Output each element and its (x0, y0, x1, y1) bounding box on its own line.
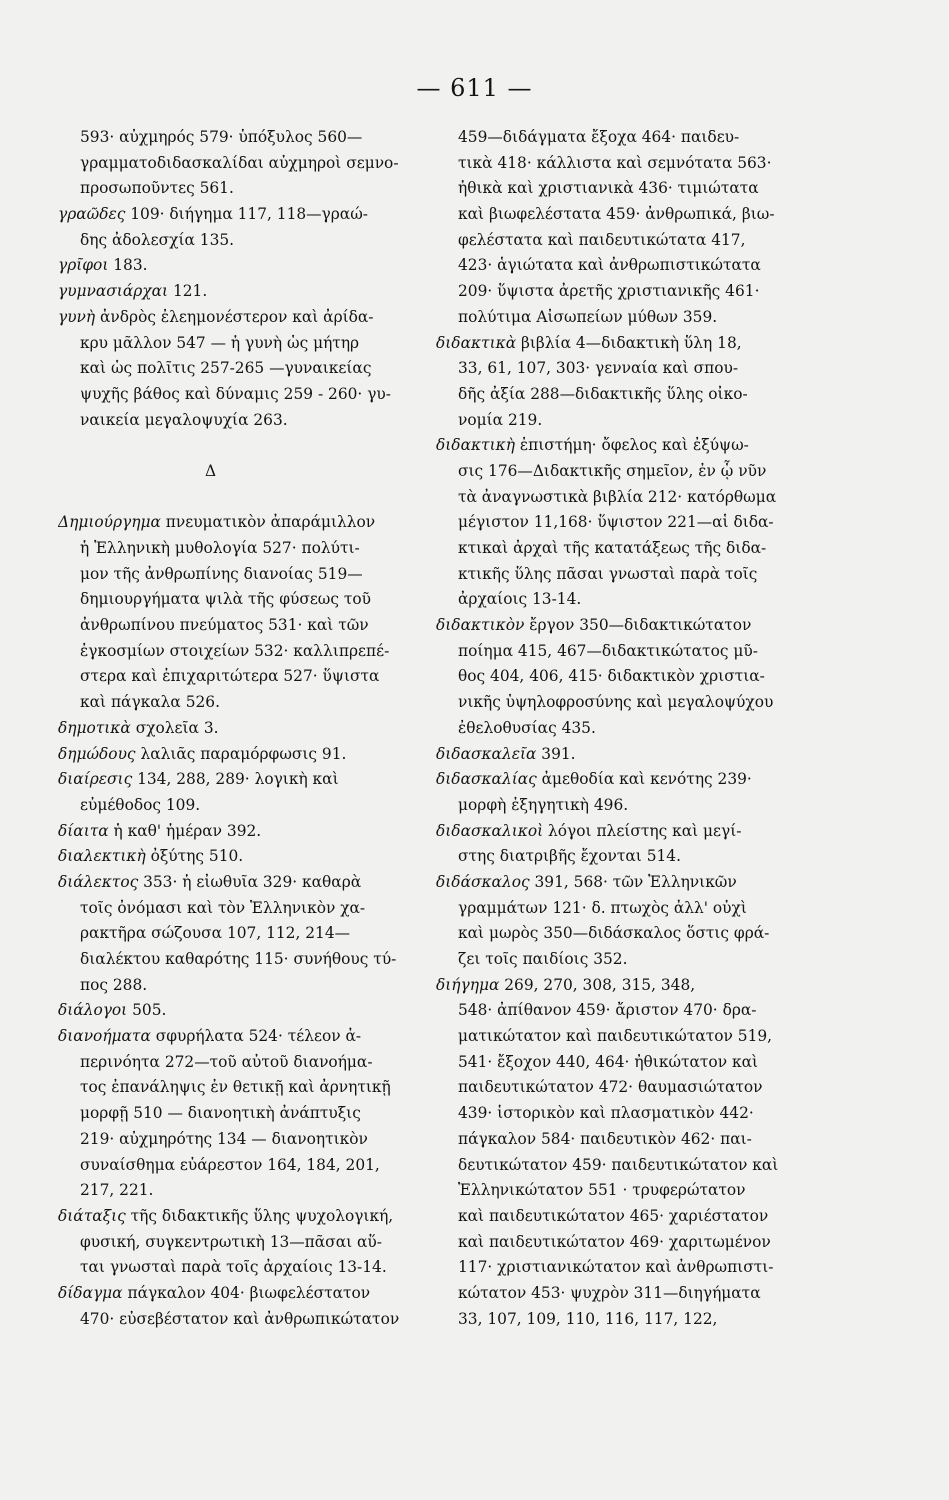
headword: διάλογοι (58, 1001, 128, 1020)
text-line (58, 664, 403, 690)
text-line (436, 896, 781, 922)
text-line (58, 1153, 403, 1179)
index-entry (58, 767, 403, 793)
line-text: ψυχῆς βάθος καὶ δύναμις 259 - 260· γυ- (80, 384, 391, 403)
headword: γρῖφοι (58, 256, 109, 275)
line-text: 134, 288, 289· λογικὴ καὶ (132, 770, 339, 789)
text-line (436, 639, 781, 665)
text-line (436, 305, 781, 331)
index-entry (436, 613, 781, 639)
line-text: ται γνωσταὶ παρὰ τοῖς ἀρχαίοις 13-14. (80, 1258, 387, 1277)
line-text: ρακτῆρα σώζουσα 107, 112, 214— (80, 924, 351, 943)
line-text: στης διατριβῆς ἔχονται 514. (458, 847, 681, 866)
text-line (436, 253, 781, 279)
text-line (436, 921, 781, 947)
text-line (436, 408, 781, 434)
index-entry (436, 870, 781, 896)
text-line (58, 1050, 403, 1076)
line-text: 470· εὐσεβέστατον καὶ ἀνθρωπικώτατον (80, 1309, 400, 1328)
text-line (58, 1075, 403, 1101)
line-text: 219· αὐχμηρότης 134 — διανοητικὸν (80, 1129, 368, 1148)
text-line (58, 536, 403, 562)
index-entry (58, 819, 403, 845)
line-text: κτικῆς ὕλης πᾶσαι γνωσταὶ παρὰ τοῖς (458, 564, 758, 583)
line-text: 209· ὕψιστα ἀρετῆς χριστιανικῆς 461· (458, 282, 760, 301)
text-line (436, 459, 781, 485)
text-line (58, 947, 403, 973)
headword: διαλεκτικὴ (58, 847, 146, 866)
text-line (58, 408, 403, 434)
text-line (58, 921, 403, 947)
line-text: 505. (127, 1001, 167, 1020)
index-entry (58, 844, 403, 870)
page-number: — 611 — (416, 74, 533, 102)
line-text: μέγιστον 11,168· ὕψιστον 221—αἱ διδα- (458, 513, 774, 532)
line-text: 121. (168, 282, 208, 301)
index-entry (58, 716, 403, 742)
text-line (436, 844, 781, 870)
right-column (436, 125, 781, 1332)
text-line (436, 1307, 781, 1333)
headword: διδακτικὴ (436, 436, 515, 455)
line-text: 183. (108, 256, 148, 275)
text-line (436, 947, 781, 973)
text-line (436, 562, 781, 588)
text-line (58, 382, 403, 408)
headword: διάταξις (58, 1206, 126, 1225)
text-line (58, 1178, 403, 1204)
index-entry (58, 998, 403, 1024)
line-text: προσωποῦντες 561. (80, 179, 234, 198)
text-line (58, 151, 403, 177)
headword: διανοήματα (58, 1027, 151, 1046)
line-text: κτικαὶ ἀρχαὶ τῆς κατατάξεως τῆς διδα- (458, 539, 767, 557)
line-text: νομία 219. (458, 410, 543, 429)
line-text: καὶ βιωφελέστατα 459· ἀνθρωπικά, βιω- (458, 205, 775, 224)
text-line (436, 356, 781, 382)
text-line (436, 587, 781, 613)
line-text: μορφὴ ἐξηγητικὴ 496. (458, 795, 629, 814)
line-text: δευτικώτατον 459· παιδευτικώτατον καὶ (458, 1155, 779, 1174)
text-line (58, 228, 403, 254)
index-entry (58, 305, 403, 331)
line-text: παιδευτικώτατον 472· θαυμασιώτατον (458, 1078, 763, 1097)
text-line (436, 1127, 781, 1153)
headword: γυμνασιάρχαι (58, 282, 169, 301)
line-text: φυσική, συγκεντρωτικὴ 13—πᾶσαι αὕ- (80, 1232, 382, 1251)
line-text: 353· ἡ εἰωθυῖα 329· καθαρὰ (138, 872, 362, 891)
line-text: πνευματικὸν ἀπαράμιλλον (160, 513, 376, 532)
line-text: ἔργον 350—διδακτικώτατον (524, 616, 752, 635)
line-text: 391. (536, 744, 576, 763)
text-line (58, 793, 403, 819)
text-line (58, 896, 403, 922)
text-line (58, 331, 403, 357)
index-entry (58, 1281, 403, 1307)
headword: διδασκαλίας (436, 770, 537, 789)
line-text: φελέστατα καὶ παιδευτικώτατα 417, (458, 230, 746, 249)
headword: διδασκαλεῖα (436, 744, 537, 763)
line-text: 423· ἁγιώτατα καὶ ἀνθρωπιστικώτατα (458, 256, 761, 275)
line-text: σις 176—Διδακτικῆς σημεῖον, ἐν ᾧ νῦν (458, 461, 767, 480)
line-text: ἐθελοθυσίας 435. (458, 718, 596, 737)
line-text: δης ἀδολεσχία 135. (80, 230, 235, 249)
left-column (58, 125, 403, 1332)
line-text: Δ (204, 461, 217, 480)
text-line (58, 639, 403, 665)
headword: γυνὴ (58, 307, 96, 326)
index-entry (436, 331, 781, 357)
index-entry (58, 253, 403, 279)
index-entry (58, 1024, 403, 1050)
line-text: 33, 107, 109, 110, 116, 117, 122, (458, 1309, 718, 1328)
line-text: εὐμέθοδος 109. (80, 795, 201, 814)
line-text: πάγκαλον 584· παιδευτικὸν 462· παι- (458, 1129, 752, 1148)
headword: διδακτικὰ (436, 333, 517, 352)
line-text: καὶ παιδευτικώτατον 465· χαριέστατον (458, 1206, 769, 1225)
headword: διδακτικὸν (436, 616, 525, 635)
text-line (58, 562, 403, 588)
line-text: διαλέκτου καθαρότης 115· συνήθους τύ- (80, 950, 397, 968)
line-text: πος 288. (80, 975, 148, 994)
line-text: 117· χριστιανικώτατον καὶ ἀνθρωπιστι- (458, 1258, 774, 1277)
text-line (436, 382, 781, 408)
line-text: 459—διδάγματα ἔξοχα 464· παιδευ- (458, 128, 740, 146)
index-entry (58, 510, 403, 536)
line-text: νικῆς ὑψηλοφροσύνης καὶ μεγαλοψύχου (458, 693, 774, 712)
line-text: περινόητα 272—τοῦ αὐτοῦ διανοήμα- (80, 1052, 373, 1071)
line-text: δημιουργήματα ψιλὰ τῆς φύσεως τοῦ (80, 590, 372, 609)
line-text: 217, 221. (80, 1181, 154, 1200)
index-entry (436, 819, 781, 845)
text-line (436, 1230, 781, 1256)
text-line (436, 1204, 781, 1230)
index-entry (58, 742, 403, 768)
line-text: τῆς διδακτικῆς ὕλης ψυχολογική, (125, 1206, 394, 1225)
index-entry (58, 202, 403, 228)
text-line (436, 690, 781, 716)
text-line (436, 998, 781, 1024)
text-line (436, 279, 781, 305)
text-line (58, 356, 403, 382)
line-text: ἐπιστήμη· ὄφελος καὶ ἐξύψω- (514, 436, 749, 455)
line-text: τοῖς ὀνόμασι καὶ τὸν Ἑλληνικὸν χα- (80, 898, 366, 917)
text-line (58, 125, 403, 151)
text-line (58, 176, 403, 202)
line-text: τικὰ 418· κάλλιστα καὶ σεμνότατα 563· (458, 153, 772, 172)
line-text: καὶ παιδευτικώτατον 469· χαριτωμένον (458, 1232, 771, 1251)
index-entry (436, 742, 781, 768)
line-text: τὰ ἀναγνωστικὰ βιβλία 212· κατόρθωμα (458, 487, 777, 506)
text-line (436, 228, 781, 254)
headword: διδάσκαλος (436, 872, 530, 891)
text-line (58, 1101, 403, 1127)
text-line (58, 1230, 403, 1256)
text-line (436, 1153, 781, 1179)
text-line (58, 973, 403, 999)
line-text: μορφῇ 510 — διανοητικὴ ἀνάπτυξις (80, 1104, 361, 1123)
headword: διάλεκτος (58, 872, 139, 891)
line-text: Ἑλληνικώτατον 551 · τρυφερώτατον (458, 1181, 746, 1200)
text-line (436, 1101, 781, 1127)
text-line (436, 716, 781, 742)
line-text: σχολεῖα 3. (130, 718, 219, 737)
index-entry (436, 767, 781, 793)
line-text: καὶ ὡς πολῖτις 257-265 —γυναικείας (80, 359, 372, 378)
line-text: 269, 270, 308, 315, 348, (499, 975, 696, 994)
line-text: 33, 61, 107, 303· γενναία καὶ σπου- (458, 359, 739, 378)
text-line (58, 587, 403, 613)
index-entry (58, 1204, 403, 1230)
headword: διδασκαλικοὶ (436, 821, 544, 840)
line-text: ἀνδρὸς ἐλεημονέστερον καὶ ἀρίδα- (95, 307, 374, 326)
line-text: ἐγκοσμίων στοιχείων 532· καλλιπρεπέ- (80, 641, 390, 660)
index-entry (436, 973, 781, 999)
line-text: μον τῆς ἀνθρωπίνης διανοίας 519— (80, 564, 363, 583)
line-text: γραμμάτων 121· δ. πτωχὸς ἀλλ' οὐχὶ (458, 898, 747, 917)
line-text: 593· αὐχμηρός 579· ὑπόξυλος 560— (80, 128, 363, 146)
line-text: 541· ἔξοχον 440, 464· ἠθικώτατον καὶ (458, 1052, 758, 1071)
text-line (436, 1255, 781, 1281)
index-entry (436, 433, 781, 459)
line-text: ματικώτατον καὶ παιδευτικώτατον 519, (458, 1027, 773, 1046)
text-line (58, 613, 403, 639)
line-text: κρυ μᾶλλον 547 — ἡ γυνὴ ὡς μήτηρ (80, 333, 360, 352)
text-line (436, 664, 781, 690)
text-line (58, 1255, 403, 1281)
text-line (436, 202, 781, 228)
line-text: καὶ πάγκαλα 526. (80, 693, 220, 712)
text-line (436, 510, 781, 536)
headword: διαίρεσις (58, 770, 133, 789)
text-line (58, 485, 403, 511)
line-text: 391, 568· τῶν Ἑλληνικῶν (529, 872, 737, 891)
text-line (58, 1127, 403, 1153)
line-text: λόγοι πλείστης καὶ μεγί- (543, 821, 742, 840)
text-line (436, 536, 781, 562)
line-text: ὀξύτης 510. (145, 847, 244, 866)
line-text: πολύτιμα Αἰσωπείων μύθων 359. (458, 307, 718, 326)
text-line (436, 485, 781, 511)
section-letter (58, 459, 403, 485)
line-text: 439· ἱστορικὸν καὶ πλασματικὸν 442· (458, 1104, 754, 1123)
line-text: ἀρχαίοις 13-14. (458, 590, 582, 609)
line-text: 109· διήγημα 117, 118—γραώ- (125, 205, 368, 224)
line-text: ἀμεθοδία καὶ κενότης 239· (536, 770, 752, 789)
headword: διήγημα (436, 975, 500, 994)
text-line (436, 1075, 781, 1101)
line-text: θος 404, 406, 415· διδακτικὸν χριστια- (458, 667, 765, 686)
text-line (436, 151, 781, 177)
line-text: ἡ καθ' ἡμέραν 392. (108, 821, 262, 840)
line-text: ἡ Ἑλληνικὴ μυθολογία 527· πολύτι- (80, 539, 360, 557)
index-entry (58, 870, 403, 896)
headword: Δημιούργημα (58, 513, 161, 532)
line-text: ζει τοῖς παιδίοις 352. (458, 950, 628, 968)
line-text: λαλιᾶς παραμόρφωσις 91. (135, 744, 347, 763)
headword: δημοτικὰ (58, 718, 131, 737)
text-line (58, 1307, 403, 1333)
headword: δημώδους (58, 744, 136, 763)
text-line (436, 1178, 781, 1204)
line-text: πάγκαλον 404· βιωφελέστατον (122, 1283, 371, 1302)
line-text: ἠθικὰ καὶ χριστιανικὰ 436· τιμιώτατα (458, 179, 759, 198)
line-text: κώτατον 453· ψυχρὸν 311—διηγήματα (458, 1283, 761, 1302)
line-text: δῆς ἀξία 288—διδακτικῆς ὕλης οἰκο- (458, 384, 748, 403)
text-line (436, 793, 781, 819)
headword: δίαιτα (58, 821, 109, 840)
line-text: ἀνθρωπίνου πνεύματος 531· καὶ τῶν (80, 616, 369, 635)
line-text: βιβλία 4—διδακτικὴ ὕλη 18, (516, 333, 742, 352)
text-line (436, 176, 781, 202)
text-line (58, 433, 403, 459)
text-line (436, 1050, 781, 1076)
line-text: καὶ μωρὸς 350—διδάσκαλος ὅστις φρά- (458, 924, 770, 943)
text-line (58, 690, 403, 716)
headword: γραῶδες (58, 205, 126, 224)
headword: δίδαγμα (58, 1283, 123, 1302)
text-line (436, 1281, 781, 1307)
line-text: ναικεία μεγαλοψυχία 263. (80, 410, 288, 429)
index-entry (58, 279, 403, 305)
text-line (436, 1024, 781, 1050)
line-text: 548· ἀπίθανον 459· ἄριστον 470· δρα- (458, 1001, 757, 1020)
line-text: τος ἐπανάληψις ἐν θετικῇ καὶ ἀρνητικῇ (80, 1078, 391, 1097)
text-line (436, 125, 781, 151)
line-text: σφυρήλατα 524· τέλεον ἀ- (150, 1027, 362, 1046)
line-text: ποίημα 415, 467—διδακτικώτατος μῦ- (458, 641, 758, 660)
line-text: συναίσθημα εὐάρεστον 164, 184, 201, (80, 1155, 380, 1174)
line-text: γραμματοδιδασκαλίδαι αὐχμηροὶ σεμνο- (80, 153, 399, 172)
line-text: στερα καὶ ἐπιχαριτώτερα 527· ὕψιστα (80, 667, 380, 686)
